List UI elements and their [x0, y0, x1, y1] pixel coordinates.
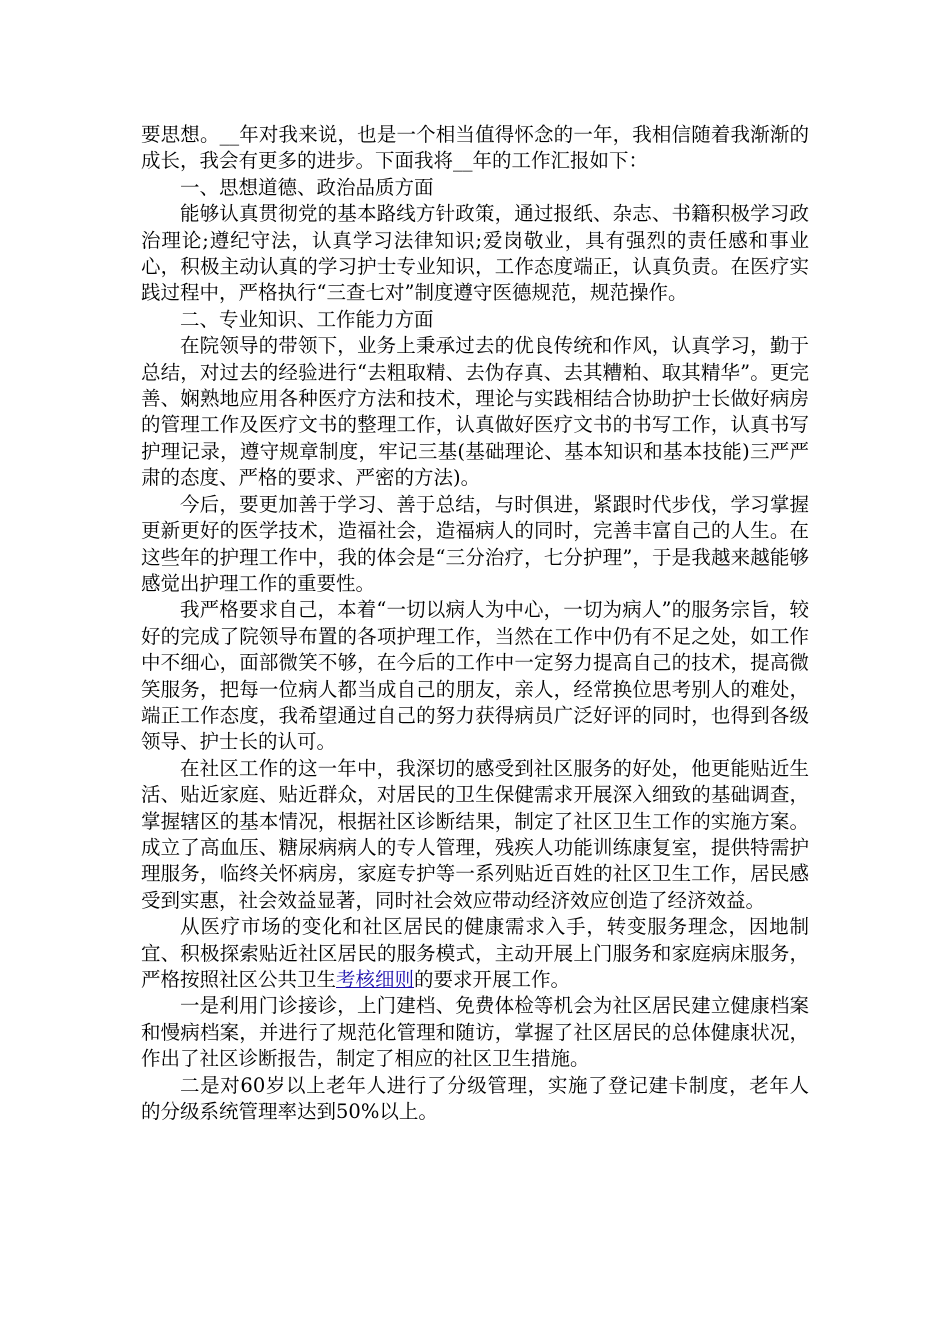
paragraph-intro: 要思想。__年对我来说，也是一个相当值得怀念的一年，我相信随着我渐渐的成长，我会有更多的进步。下面我将__年的工作汇报如下： — [141, 123, 809, 173]
paragraph-ideology: 能够认真贯彻党的基本路线方针政策，通过报纸、杂志、书籍积极学习政治理论;遵纪守法，认真学习法律知识;爱岗敬业，具有强烈的责任感和事业心，积极主动认真的学习护士专业知识，工作态度端正，认真负责。在医疗实践过程中，严格执行“三查七对”制度遵守医德规范，规范操作。 — [141, 202, 809, 305]
paragraph-future: 今后，要更加善于学习、善于总结，与时俱进，紧跟时代步伐，学习掌握更新更好的医学技术，造福社会，造福病人的同时，完善丰富自己的人生。在这些年的护理工作中，我的体会是“三分治疗，七分护理”，于是我越来越能够感觉出护理工作的重要性。 — [141, 492, 809, 595]
document-body — [141, 122, 809, 1125]
paragraph-self-requirement: 我严格要求自己，本着“一切以病人为中心，一切为病人”的服务宗旨，较好的完成了院领导布置的各项护理工作，当然在工作中仍有不足之处，如工作中不细心，面部微笑不够，在今后的工作中一定努力提高自己的技术，提高微笑服务，把每一位病人都当成自己的朋友，亲人，经常换位思考别人的难处，端正工作态度，我希望通过自己的努力获得病员广泛好评的同时，也得到各级领导、护士长的认可。 — [141, 598, 809, 754]
paragraph-elderly-management: 二是对60岁以上老年人进行了分级管理，实施了登记建卡制度，老年人的分级系统管理率达到50%以上。 — [141, 1073, 809, 1124]
paragraph-professional: 在院领导的带领下，业务上秉承过去的优良传统和作风，认真学习，勤于总结，对过去的经验进行“去粗取精、去伪存真、去其糟粕、取其精华”。更完善、娴熟地应用各种医疗方法和技术，理论与实践相结合协助护士长做好病房的管理工作及医疗文书的整理工作，认真做好医疗文书的书写工作，认真书写护理记录，遵守规章制度，牢记三基(基础理论、基本知识和基本技能)三严严肃的态度、严格的要求、严密的方法)。 — [141, 334, 809, 490]
service-model-text-after: 的要求开展工作。 — [414, 968, 571, 991]
assessment-rules-link[interactable]: 考核细则 — [336, 968, 415, 991]
paragraph-community: 在社区工作的这一年中，我深切的感受到社区服务的好处，他更能贴近生活、贴近家庭、贴近群众，对居民的卫生保健需求开展深入细致的基础调查，掌握辖区的基本情况，根据社区诊断结果，制定了社区卫生工作的实施方案。成立了高血压、糖尿病病人的专人管理，残疾人功能训练康复室，提供特需护理服务，临终关怀病房，家庭专护等一系列贴近百姓的社区卫生工作，居民感受到实惠，社会效益显著，同时社会效应带动经济效应创造了经济效益。 — [141, 756, 809, 912]
service-model-text-before: 从医疗市场的变化和社区居民的健康需求入手，转变服务理念，因地制宜、积极探索贴近社区居民的服务模式，主动开展上门服务和家庭病床服务，严格按照社区公共卫生 — [141, 915, 809, 991]
section-heading-professional: 二、专业知识、工作能力方面 — [180, 307, 434, 331]
section-heading-ideology: 一、思想道德、政治品质方面 — [180, 175, 434, 199]
paragraph-service-model — [141, 914, 809, 993]
paragraph-health-records: 一是利用门诊接诊，上门建档、免费体检等机会为社区居民建立健康档案和慢病档案，并进行了规范化管理和随访，掌握了社区居民的总体健康状况，作出了社区诊断报告，制定了相应的社区卫生措施。 — [141, 994, 809, 1071]
